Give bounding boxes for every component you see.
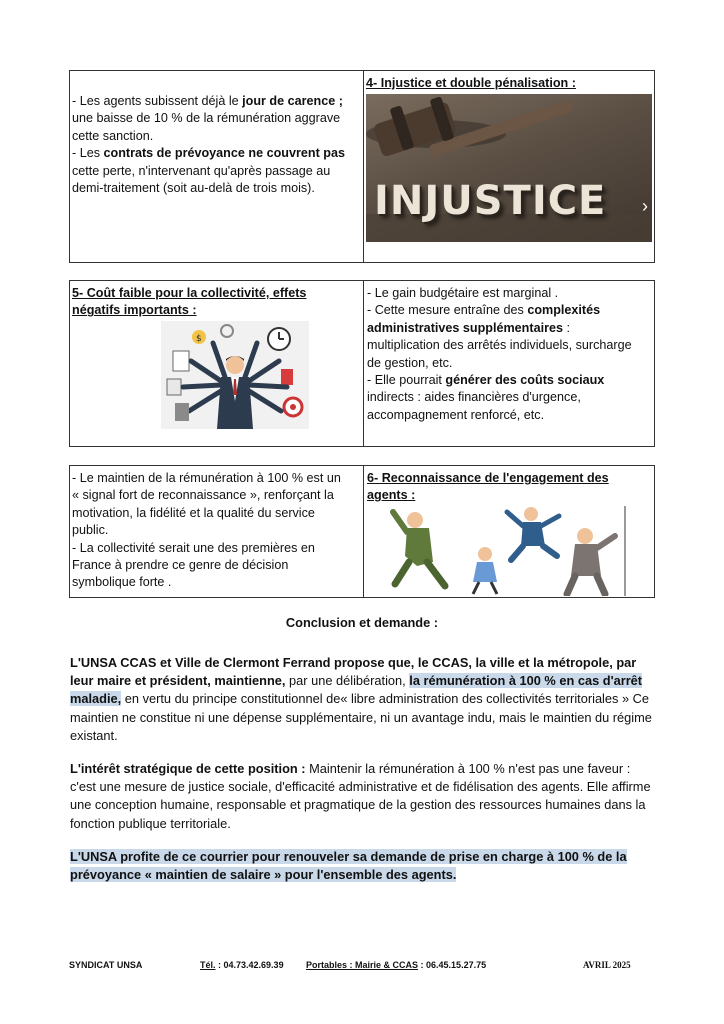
footer-portables: Portables : Mairie & CCAS : 06.45.15.27.75: [306, 960, 487, 970]
multitasking-person-illustration: [161, 321, 309, 429]
conclusion-paragraph-2: L'intérêt stratégique de cette position : Maintenir la rémunération à 100 % n'est pas une faveur : c'est une mesure de justice sociale, d'efficacité administrative et de fidélisation des agents. Elle affirme une conception humaine, responsable et pragmatique de la gestion des ressources humaines dans la fonction publique territoriale.: [70, 761, 651, 831]
box5-line-3: multiplication des arrêtés individuels, surcharge: [367, 338, 632, 353]
section-box-6: [69, 465, 655, 598]
box4-line-0: - Les agents subissent déjà le jour de carence ;: [72, 94, 343, 108]
box6-line-5: France à prendre ce genre de décision: [72, 558, 289, 573]
conclusion-title: Conclusion et demande :: [285, 615, 439, 630]
box5-line-2: administratives supplémentaires :: [367, 320, 570, 335]
box5-right-text: [367, 281, 655, 446]
box4-line-1: une baisse de 10 % de la rémunération aggrave: [72, 111, 341, 126]
box6-divider: [363, 466, 364, 597]
box4-divider: [363, 71, 364, 262]
box4-heading: 4- Injustice et double pénalisation :: [366, 76, 576, 90]
box6-heading-1: 6- Reconnaissance de l'engagement des: [367, 471, 609, 485]
chevron-right-icon: ›: [642, 196, 648, 216]
celebrating-people-illustration: [389, 506, 629, 596]
box4-line-2: cette sanction.: [72, 128, 154, 143]
svg-text:$: $: [196, 334, 202, 344]
section-box-4: [69, 70, 655, 263]
box5-line-6: indirects : aides financières d'urgence,: [367, 390, 581, 405]
conclusion-paragraph-3: L'UNSA profite de ce courrier pour renouveler sa demande de prise en charge à 100 % de la prévoyance « maintien de salaire » pour l'ensemble des agents.: [70, 849, 627, 883]
conclusion-paragraph-1: L'UNSA CCAS et Ville de Clermont Ferrand propose que, le CCAS, la ville et la métropole, par leur maire et président, maintienne, par une délibération, la rémunération à 100 % en cas d'arrêt maladie, en vertu du principe constitutionnel de« libre administration des collectivités territoriales » Ce maintien ne constitue ni une dépense supplémentaire, ni un avantage indu, mais le maintien du régime existant.: [70, 655, 652, 743]
box4-line-5: demi-traitement (soit au-delà de trois mois).: [72, 181, 315, 196]
box5-line-4: de gestion, etc.: [367, 355, 453, 370]
box5-line-7: accompagnement renforcé, etc.: [367, 407, 545, 422]
box6-line-3: public.: [72, 523, 109, 538]
box6-line-4: - La collectivité serait une des premières en: [72, 540, 315, 555]
box5-heading-1: 5- Coût faible pour la collectivité, effets: [72, 286, 307, 300]
footer-date: AVRIL 2025: [583, 960, 631, 970]
box6-right: [367, 466, 655, 597]
box6-line-1: « signal fort de reconnaissance », renforçant la: [72, 488, 334, 503]
box4-left-text: [72, 71, 362, 262]
box6-left-text: [72, 466, 362, 597]
box5-left: [72, 281, 362, 446]
box6-line-6: symbolique forte .: [72, 575, 172, 590]
box4-line-3: - Les contrats de prévoyance ne couvrent pas: [72, 146, 345, 161]
box6-line-0: - Le maintien de la rémunération à 100 % est un: [72, 471, 341, 485]
injustice-word: INJUSTICE: [374, 178, 607, 224]
box5-divider: [363, 281, 364, 446]
box5-line-1: - Cette mesure entraîne des complexités: [367, 303, 601, 318]
box6-line-2: motivation, la fidélité et la qualité du service: [72, 505, 315, 520]
box5-heading-2: négatifs importants :: [72, 303, 197, 318]
injustice-image: [366, 94, 652, 242]
footer-org: SYNDICAT UNSA: [69, 960, 143, 970]
box6-heading-2: agents :: [367, 488, 416, 503]
box4-right: [366, 71, 654, 262]
footer-tel: Tél. : 04.73.42.69.39: [200, 960, 284, 970]
box5-line-0: - Le gain budgétaire est marginal .: [367, 286, 559, 300]
box4-line-4: cette perte, n'intervenant qu'après passage au: [72, 163, 331, 178]
box5-line-5: - Elle pourrait générer des coûts sociaux: [367, 373, 605, 388]
section-box-5: [69, 280, 655, 447]
